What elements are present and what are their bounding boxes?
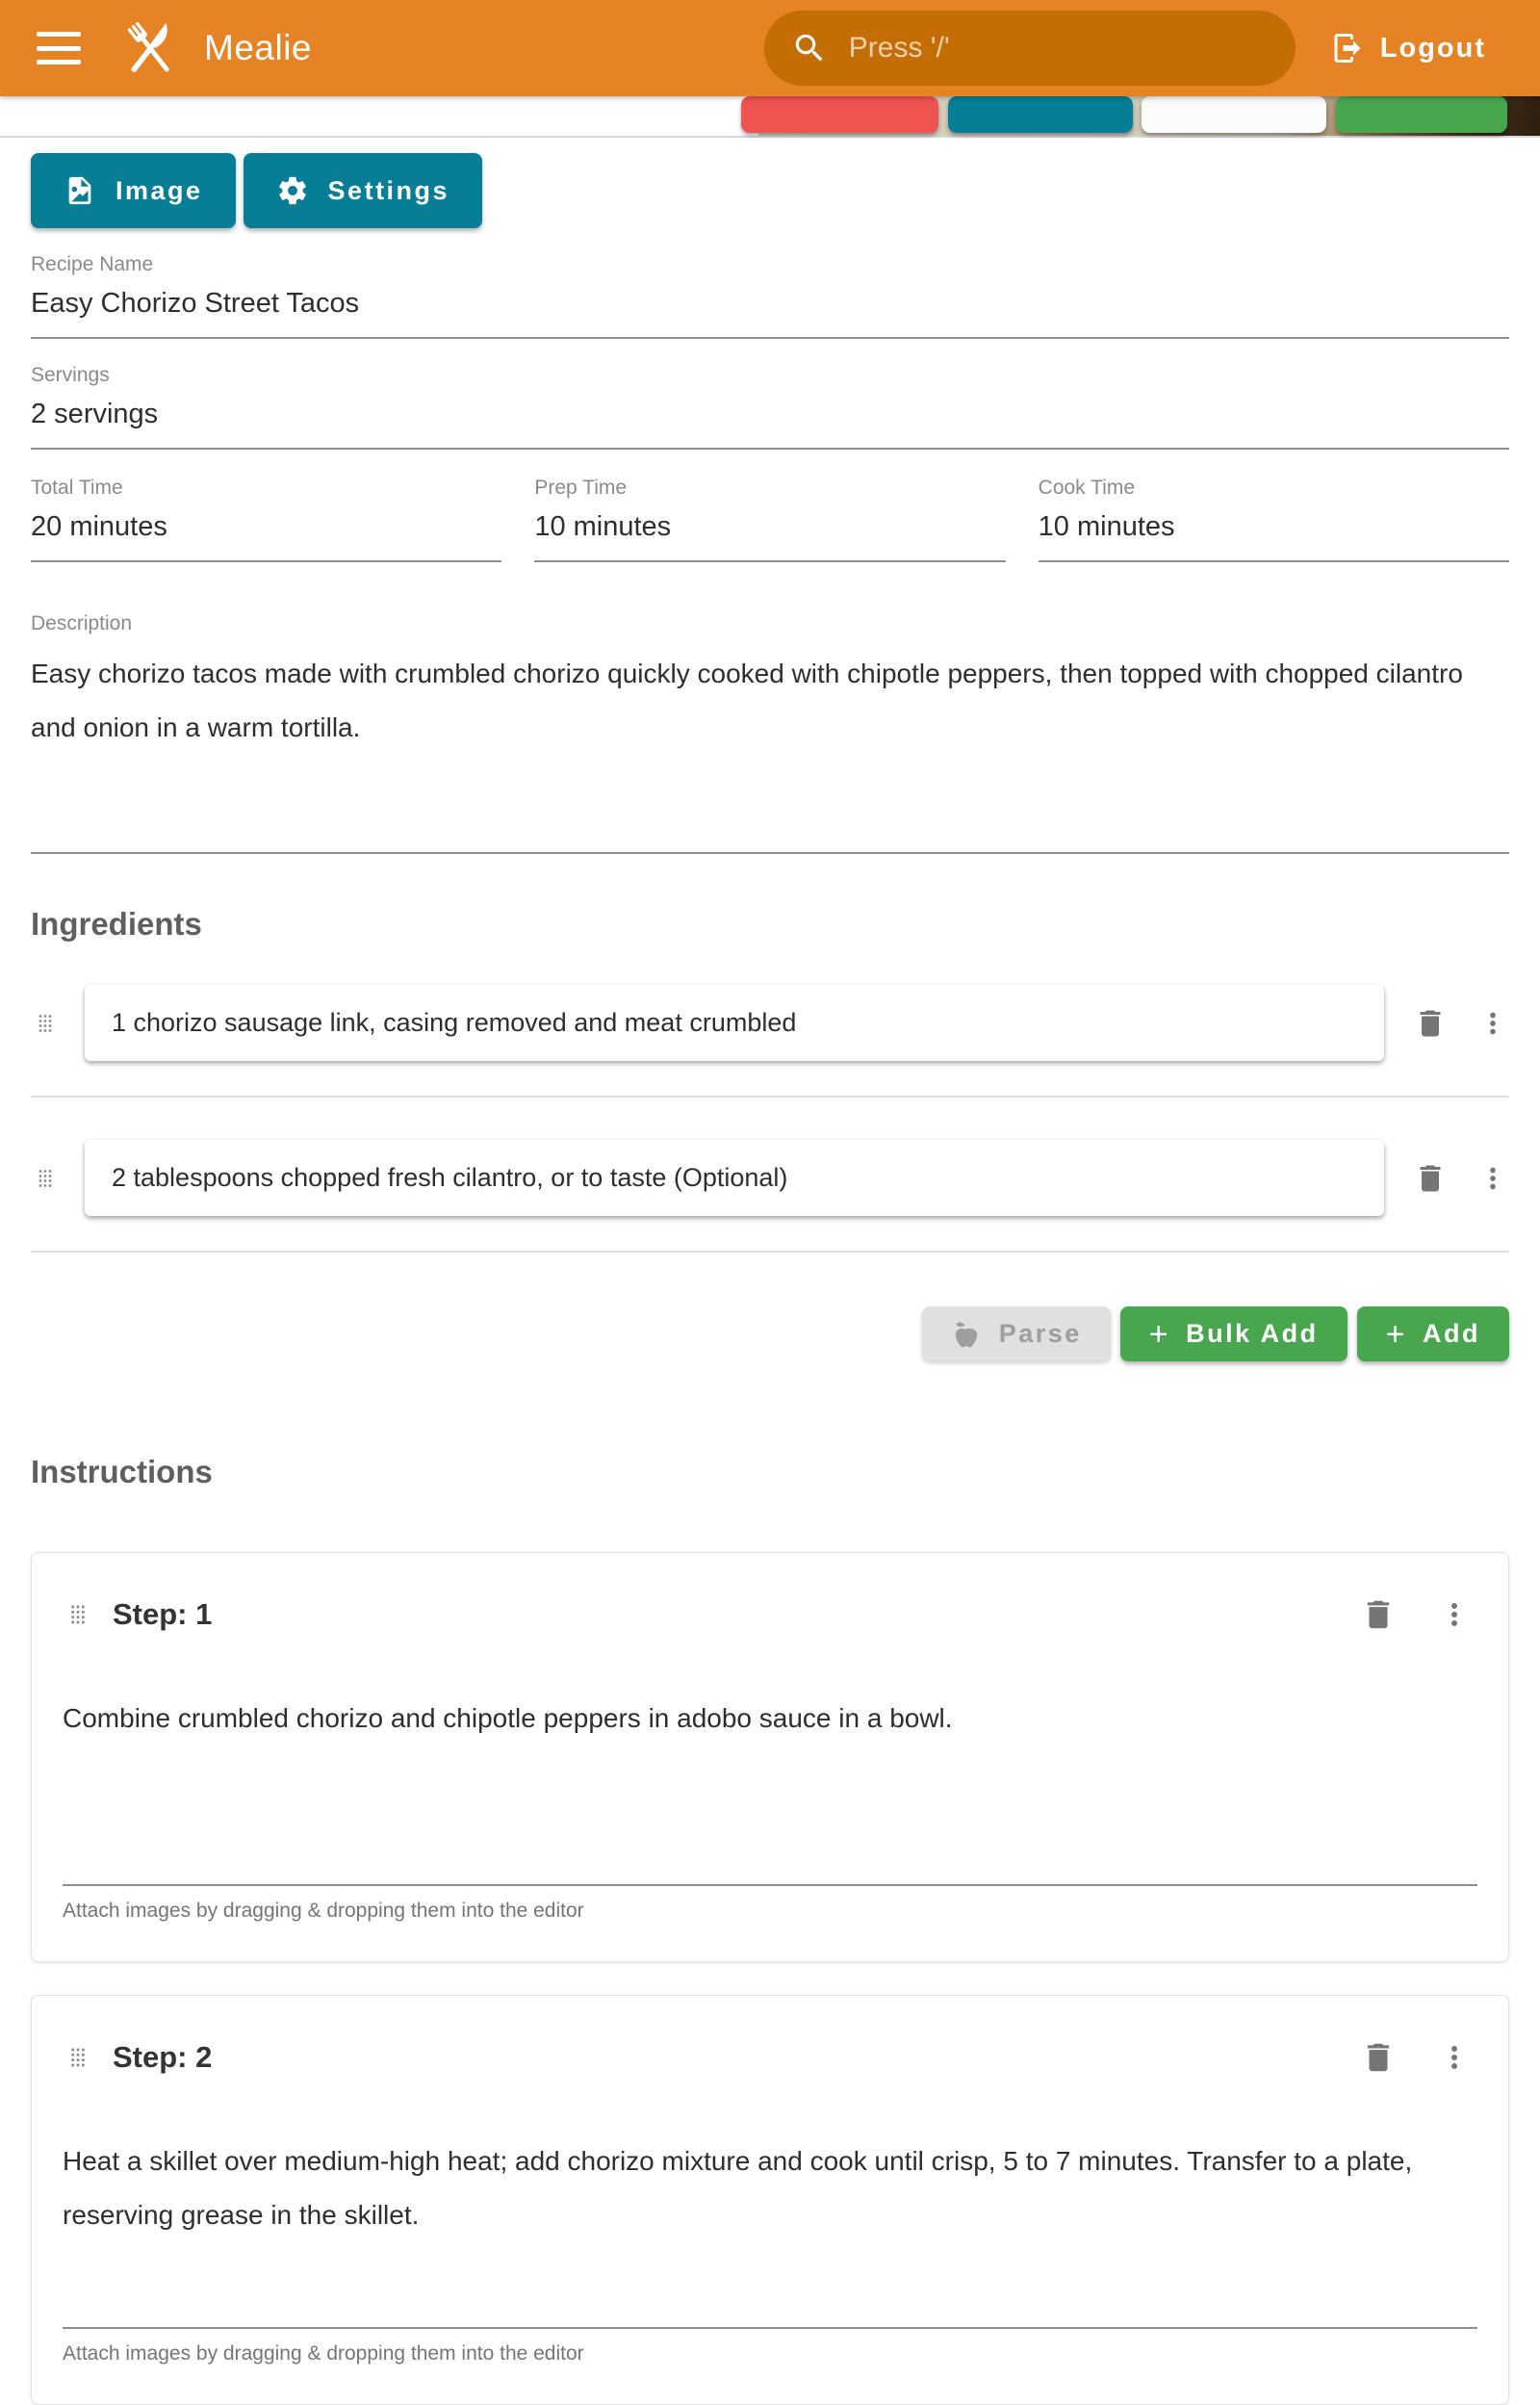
kebab-icon — [1437, 2040, 1472, 2075]
description-field — [31, 612, 1509, 854]
hamburger-menu-icon[interactable] — [37, 32, 81, 65]
add-ingredient-button[interactable] — [1357, 1306, 1509, 1361]
logout-button[interactable] — [1330, 31, 1486, 65]
servings-field — [31, 364, 1509, 450]
app-header — [0, 0, 1540, 96]
total-time-label: Total Time — [31, 477, 123, 499]
search-icon — [791, 30, 828, 66]
image-button-label: Image — [116, 175, 203, 205]
kebab-icon — [1476, 1007, 1509, 1040]
kebab-icon — [1437, 1597, 1472, 1632]
prep-time-input[interactable]: 10 minutes — [534, 511, 1005, 562]
bulk-add-button[interactable] — [1120, 1306, 1348, 1361]
plus-icon: + — [1385, 1315, 1408, 1353]
drag-handle-icon[interactable] — [31, 1002, 60, 1045]
total-time-input[interactable]: 20 minutes — [31, 511, 501, 562]
drag-handle-icon[interactable] — [63, 2034, 93, 2081]
delete-recipe-button[interactable] — [741, 96, 938, 133]
ingredient-row — [31, 1140, 1509, 1216]
bulk-add-button-label: Bulk Add — [1186, 1319, 1319, 1348]
app-title: Mealie — [204, 28, 312, 67]
drag-handle-icon[interactable] — [63, 1591, 93, 1638]
ingredient-menu-button[interactable] — [1476, 1007, 1509, 1040]
plus-icon: + — [1148, 1315, 1171, 1353]
delete-ingredient-button[interactable] — [1413, 1006, 1448, 1041]
trash-icon — [1413, 1161, 1448, 1196]
cook-time-field — [1039, 477, 1509, 562]
ingredient-menu-button[interactable] — [1476, 1162, 1509, 1195]
divider — [31, 1251, 1509, 1253]
parse-button-label: Parse — [998, 1319, 1082, 1348]
logout-label: Logout — [1379, 32, 1486, 64]
logout-icon — [1330, 31, 1365, 65]
search-input[interactable] — [849, 32, 1269, 65]
description-textarea[interactable]: Easy chorizo tacos made with crumbled chorizo quickly cooked with chipotle peppers, then topped with chopped cilantro and onion in a warm tortilla. — [31, 647, 1509, 854]
cook-time-label: Cook Time — [1038, 477, 1136, 499]
hero-strip — [0, 96, 1540, 138]
recipe-name-input[interactable]: Easy Chorizo Street Tacos — [31, 288, 1509, 339]
servings-input[interactable]: 2 servings — [31, 399, 1509, 450]
divider — [63, 2327, 1477, 2329]
step-text-editor[interactable]: Combine crumbled chorizo and chipotle peppers in adobo sauce in a bowl. — [63, 1703, 953, 1733]
parse-button[interactable] — [922, 1306, 1111, 1361]
trash-icon — [1413, 1006, 1448, 1041]
description-label: Description — [31, 612, 133, 634]
total-time-field — [31, 477, 501, 562]
image-button[interactable] — [31, 153, 236, 228]
servings-label: Servings — [31, 364, 110, 386]
delete-ingredient-button[interactable] — [1413, 1161, 1448, 1196]
cook-time-input[interactable]: 10 minutes — [1039, 511, 1509, 562]
delete-step-button[interactable] — [1360, 2039, 1397, 2076]
json-editor-button[interactable] — [948, 96, 1133, 133]
step-menu-button[interactable] — [1437, 1597, 1472, 1632]
prep-time-field — [534, 477, 1005, 562]
delete-step-button[interactable] — [1360, 1596, 1397, 1633]
save-recipe-button[interactable] — [1336, 96, 1507, 133]
instruction-step-card — [31, 1552, 1509, 1962]
instructions-heading: Instructions — [31, 1454, 213, 1489]
add-button-label: Add — [1423, 1319, 1480, 1348]
attach-images-hint: Attach images by dragging & dropping them into the editor — [63, 1900, 584, 1922]
divider — [63, 1884, 1477, 1886]
step-text-editor[interactable]: Heat a skillet over medium-high heat; add chorizo mixture and cook until crisp, 5 to 7 minutes. Transfer to a plate, reserving grease in the skillet. — [63, 2146, 1413, 2230]
step-title: Step: 2 — [113, 2040, 213, 2074]
search-bar[interactable] — [764, 11, 1296, 86]
settings-button[interactable] — [244, 153, 483, 228]
ingredient-input[interactable]: 1 chorizo sausage link, casing removed and meat crumbled — [85, 985, 1384, 1061]
close-editor-button[interactable] — [1142, 96, 1326, 133]
ingredients-heading: Ingredients — [31, 906, 202, 942]
settings-button-label: Settings — [327, 175, 450, 205]
gear-icon — [276, 174, 309, 207]
prep-time-label: Prep Time — [534, 477, 628, 499]
ingredient-row — [31, 985, 1509, 1061]
kebab-icon — [1476, 1162, 1509, 1195]
drag-handle-icon[interactable] — [31, 1157, 60, 1200]
step-menu-button[interactable] — [1437, 2040, 1472, 2075]
instruction-step-card — [31, 1995, 1509, 2405]
attach-images-hint: Attach images by dragging & dropping them into the editor — [63, 2342, 584, 2365]
trash-icon — [1360, 2039, 1397, 2076]
apple-icon — [951, 1319, 982, 1350]
ingredient-input[interactable]: 2 tablespoons chopped fresh cilantro, or to taste (Optional) — [85, 1140, 1384, 1216]
trash-icon — [1360, 1596, 1397, 1633]
file-image-icon — [64, 174, 96, 207]
mealie-logo — [119, 17, 181, 79]
divider — [31, 1096, 1509, 1098]
step-title: Step: 1 — [113, 1597, 213, 1631]
recipe-name-field — [31, 253, 1509, 339]
recipe-name-label: Recipe Name — [31, 253, 154, 275]
